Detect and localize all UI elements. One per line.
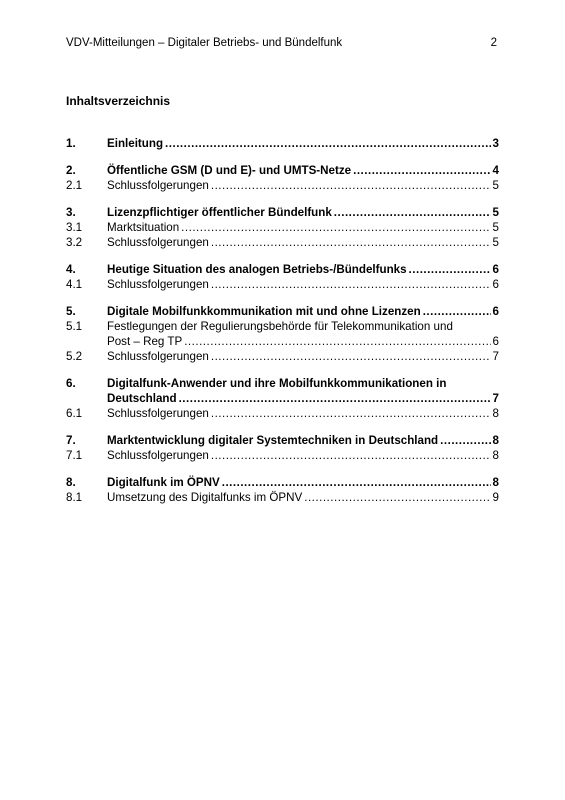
toc-entry-title: Marktsituation [107,221,180,234]
toc-entry-body [107,136,499,151]
toc-entry-subsection[interactable] [66,178,499,193]
toc-entry-title: Schlussfolgerungen [107,236,209,249]
toc-leader-dots [211,448,491,463]
toc-entry-subsection[interactable] [66,319,499,349]
toc-entry-body [107,304,499,319]
toc-section [66,433,499,463]
toc-entry-page: 6 [492,263,499,276]
toc-entry-continuation [107,334,499,349]
toc-entry-subsection[interactable] [66,349,499,364]
toc-entry-body [107,448,499,463]
toc-entry-number: 3.2 [66,236,83,249]
toc-entry-title: Schlussfolgerungen [107,407,209,420]
toc-entry-body [107,406,499,421]
table-of-contents [66,136,499,517]
toc-entry-number: 2. [66,164,76,177]
toc-entry-page: 9 [492,491,499,504]
toc-entry-page: 8 [492,434,499,447]
toc-entry-number: 3.1 [66,221,83,234]
toc-entry-page: 8 [492,407,499,420]
toc-leader-dots [181,220,490,235]
toc-entry-page: 7 [492,350,499,363]
toc-entry-chapter[interactable] [66,262,499,277]
toc-entry-page: 5 [492,206,499,219]
toc-leader-dots [440,433,490,448]
toc-entry-number: 7.1 [66,449,83,462]
toc-entry-title: Post – Reg TP [107,335,183,348]
toc-entry-body [107,475,499,490]
toc-entry-chapter[interactable] [66,304,499,319]
toc-entry-title: Lizenzpflichtiger öffentlicher Bündelfunk [107,206,332,219]
toc-entry-number: 2.1 [66,179,83,192]
toc-entry-title: Marktentwicklung digitaler Systemtechniken in Deutschland [107,434,439,447]
toc-entry-title: Festlegungen der Regulierungsbehörde für Telekommunikation und [107,320,453,333]
toc-entry-page: 5 [492,221,499,234]
toc-entry-page: 4 [492,164,499,177]
toc-leader-dots [211,349,491,364]
toc-title: Inhaltsverzeichnis [66,94,171,108]
toc-entry-continuation [107,391,499,406]
toc-entry-page: 3 [492,137,499,150]
toc-entry-title: Digitalfunk-Anwender und ihre Mobilfunkkommunikationen in [107,377,447,390]
toc-entry-chapter[interactable] [66,136,499,151]
toc-entry-body [107,163,499,178]
toc-entry-page: 5 [492,179,499,192]
toc-entry-title: Heutige Situation des analogen Betriebs-/Bündelfunks [107,263,407,276]
toc-entry-body [107,490,499,505]
toc-entry-number: 5.2 [66,350,83,363]
toc-entry-page: 8 [492,449,499,462]
toc-leader-dots [211,235,491,250]
toc-entry-number: 5.1 [66,320,83,333]
toc-leader-dots [179,391,491,406]
toc-entry-title: Öffentliche GSM (D und E)- und UMTS-Netze [107,164,352,177]
toc-entry-title: Schlussfolgerungen [107,350,209,363]
toc-leader-dots [165,136,491,151]
toc-leader-dots [184,334,490,349]
toc-entry-page: 5 [492,236,499,249]
toc-entry-subsection[interactable] [66,448,499,463]
toc-leader-dots [423,304,491,319]
toc-entry-chapter[interactable] [66,163,499,178]
toc-entry-body [107,205,499,220]
toc-entry-number: 4. [66,263,76,276]
toc-entry-body [107,220,499,235]
toc-entry-subsection[interactable] [66,235,499,250]
toc-entry-body [107,277,499,292]
toc-entry-title: Schlussfolgerungen [107,278,209,291]
page-header [66,33,499,53]
toc-entry-body [107,178,499,193]
toc-leader-dots [211,406,491,421]
toc-section [66,136,499,151]
toc-section [66,475,499,505]
toc-entry-title: Einleitung [107,137,164,150]
toc-section [66,205,499,250]
toc-entry-chapter[interactable] [66,205,499,220]
toc-entry-number: 6. [66,377,76,390]
toc-entry-title: Umsetzung des Digitalfunks im ÖPNV [107,491,303,504]
toc-entry-title: Digitalfunk im ÖPNV [107,476,220,489]
toc-leader-dots [222,475,491,490]
toc-entry-number: 4.1 [66,278,83,291]
toc-section [66,304,499,364]
toc-entry-page: 7 [492,392,499,405]
document-title: VDV-Mitteilungen – Digitaler Betriebs- und Bündelfunk [66,37,343,49]
toc-entry-body [107,319,499,349]
toc-entry-number: 6.1 [66,407,83,420]
toc-entry-chapter[interactable] [66,433,499,448]
toc-leader-dots [304,490,490,505]
toc-entry-title: Digitale Mobilfunkkommunikation mit und ohne Lizenzen [107,305,421,318]
toc-section [66,376,499,421]
toc-entry-number: 3. [66,206,76,219]
toc-entry-number: 8. [66,476,76,489]
toc-entry-body [107,433,499,448]
toc-entry-number: 7. [66,434,76,447]
toc-entry-body [107,262,499,277]
toc-leader-dots [211,277,491,292]
toc-entry-number: 5. [66,305,76,318]
toc-entry-subsection[interactable] [66,277,499,292]
toc-entry-chapter[interactable] [66,376,499,406]
toc-section [66,163,499,193]
toc-entry-page: 6 [492,305,499,318]
toc-entry-body [107,376,499,406]
toc-entry-subsection[interactable] [66,220,499,235]
toc-entry-number: 1. [66,137,76,150]
toc-entry-chapter[interactable] [66,475,499,490]
toc-leader-dots [409,262,491,277]
toc-entry-page: 6 [492,335,499,348]
toc-entry-subsection[interactable] [66,490,499,505]
toc-entry-body [107,349,499,364]
toc-entry-title: Schlussfolgerungen [107,179,209,192]
toc-entry-body [107,235,499,250]
toc-leader-dots [211,178,491,193]
toc-entry-page: 6 [492,278,499,291]
toc-entry-page: 8 [492,476,499,489]
toc-entry-title: Schlussfolgerungen [107,449,209,462]
toc-entry-subsection[interactable] [66,406,499,421]
toc-section [66,262,499,292]
page-number: 2 [490,37,497,49]
toc-entry-title: Deutschland [107,392,177,405]
toc-leader-dots [334,205,491,220]
toc-leader-dots [353,163,490,178]
toc-entry-number: 8.1 [66,491,83,504]
